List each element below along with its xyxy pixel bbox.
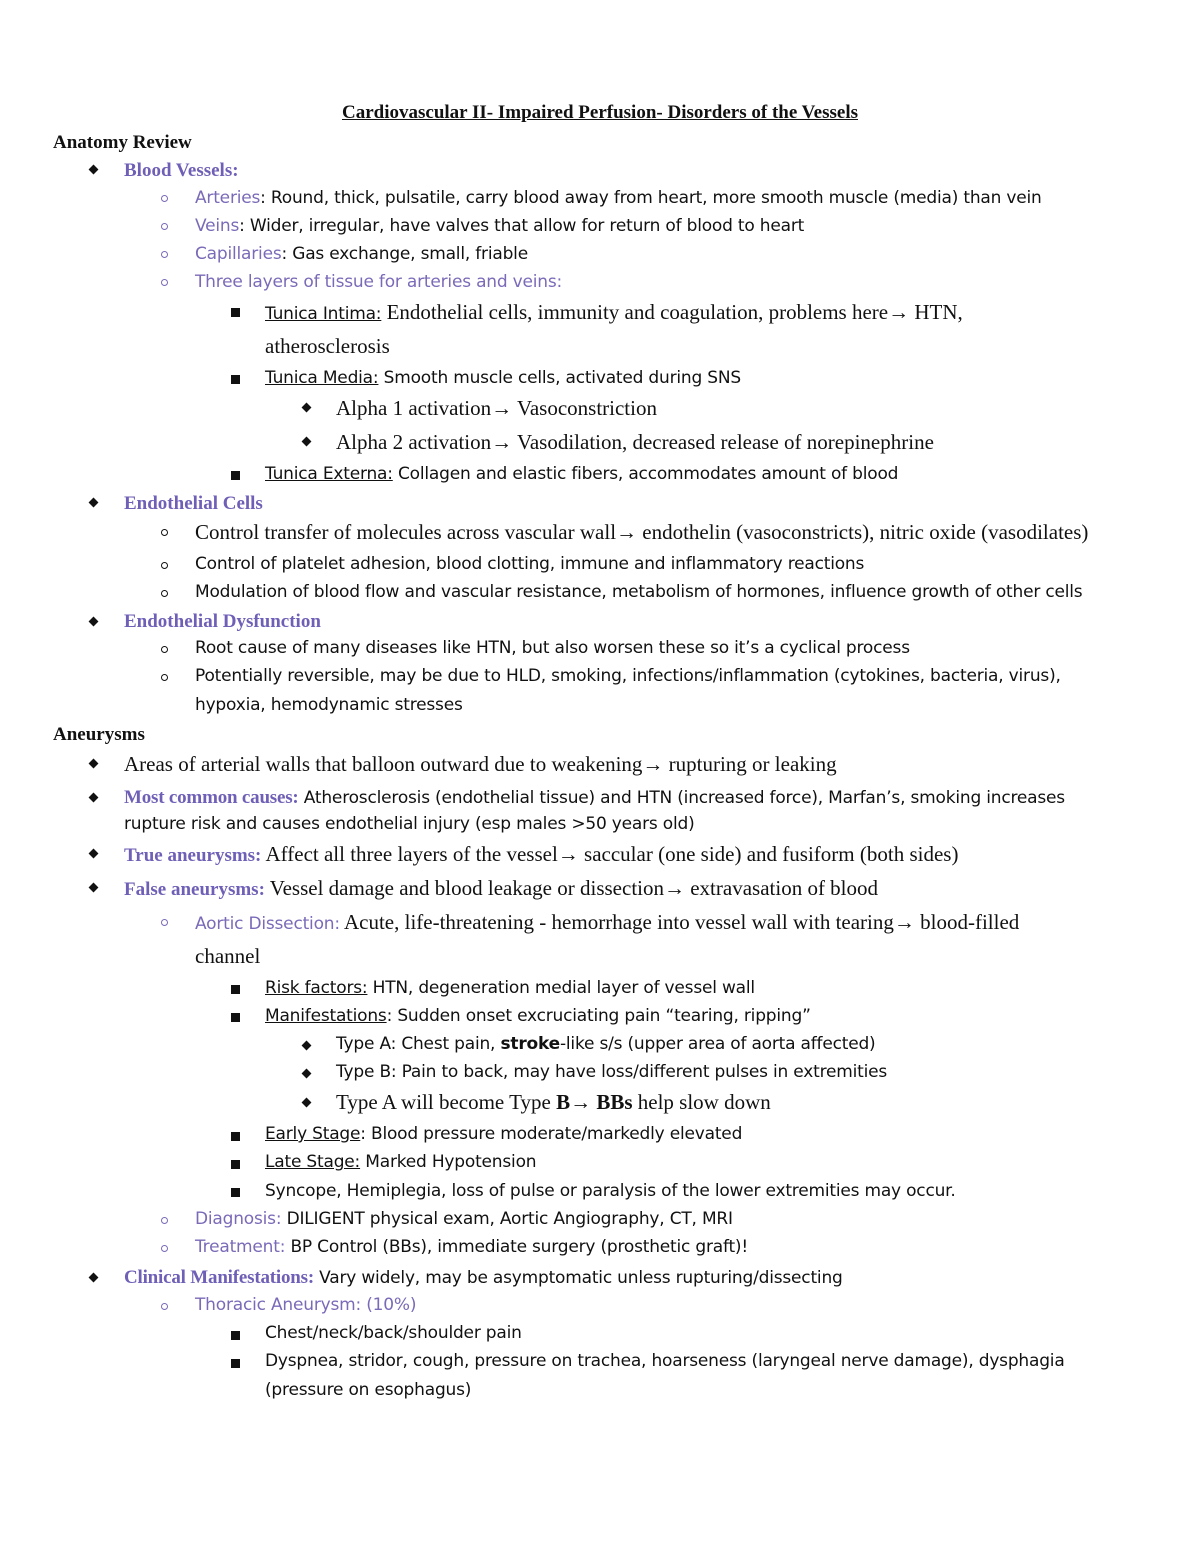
list-item: Manifestations: Sudden onset excruciating pain “tearing, ripping” (265, 1006, 811, 1026)
bullet-diamond (89, 1273, 99, 1283)
bullet-diamond (302, 1098, 312, 1108)
list-item: Veins: Wider, irregular, have valves that allow for return of blood to heart (195, 216, 805, 236)
list-item-continuation: channel (195, 944, 261, 968)
section-heading-aneurysms: Aneurysms (53, 724, 145, 745)
list-item: Tunica Intima: Endothelial cells, immunity and coagulation, problems here→ HTN, (265, 300, 963, 324)
list-item: Areas of arterial walls that balloon outward due to weakening→ rupturing or leaking (124, 752, 837, 776)
bullet-square (231, 1359, 240, 1368)
bullet-circle (161, 674, 168, 681)
list-item-continuation: hypoxia, hemodynamic stresses (195, 695, 463, 715)
list-item: Thoracic Aneurysm: (10%) (195, 1295, 417, 1315)
bullet-diamond (89, 759, 99, 769)
bullet-square (231, 1132, 240, 1141)
list-item: Endothelial Cells (124, 493, 263, 514)
list-item: Diagnosis: DILIGENT physical exam, Aortic Angiography, CT, MRI (195, 1209, 733, 1229)
list-item-continuation: (pressure on esophagus) (265, 1380, 472, 1400)
list-item: Tunica Media: Smooth muscle cells, activated during SNS (265, 368, 741, 388)
section-heading-anatomy: Anatomy Review (53, 132, 192, 153)
list-item: Alpha 1 activation→ Vasoconstriction (336, 396, 657, 420)
list-item: Type A will become Type B→ BBs help slow down (336, 1090, 771, 1114)
list-item: Tunica Externa: Collagen and elastic fibers, accommodates amount of blood (265, 464, 899, 484)
bullet-circle (161, 223, 168, 230)
bullet-circle (161, 919, 168, 926)
bullet-diamond (302, 403, 312, 413)
bullet-circle (161, 646, 168, 653)
list-item: Early Stage: Blood pressure moderate/markedly elevated (265, 1124, 743, 1144)
bullet-diamond (89, 849, 99, 859)
list-item: Risk factors: HTN, degeneration medial layer of vessel wall (265, 978, 755, 998)
bullet-diamond (89, 498, 99, 508)
bullet-square (231, 471, 240, 480)
list-item-continuation: atherosclerosis (265, 334, 390, 358)
list-item: Most common causes: Atherosclerosis (endothelial tissue) and HTN (increased force), Marfan’s, smoking increases (124, 787, 1065, 808)
bullet-circle (161, 1303, 168, 1310)
list-item: Arteries: Round, thick, pulsatile, carry blood away from heart, more smooth muscle (media) than vein (195, 188, 1042, 208)
bullet-circle (161, 195, 168, 202)
bullet-diamond (89, 617, 99, 627)
bullet-circle (161, 279, 168, 286)
list-item: Treatment: BP Control (BBs), immediate surgery (prosthetic graft)! (195, 1237, 748, 1257)
list-item: Blood Vessels: (124, 160, 239, 181)
bullet-diamond (89, 165, 99, 175)
list-item: Syncope, Hemiplegia, loss of pulse or paralysis of the lower extremities may occur. (265, 1181, 956, 1201)
bullet-square (231, 1188, 240, 1197)
list-item: Root cause of many diseases like HTN, but also worsen these so it’s a cyclical process (195, 638, 910, 658)
list-item: Alpha 2 activation→ Vasodilation, decreased release of norepinephrine (336, 430, 934, 454)
list-item: Potentially reversible, may be due to HLD, smoking, infections/inflammation (cytokines, bacteria, virus), (195, 666, 1061, 686)
bullet-circle (161, 562, 168, 569)
list-item: Control of platelet adhesion, blood clotting, immune and inflammatory reactions (195, 554, 865, 574)
bullet-circle (161, 1217, 168, 1224)
bullet-circle (161, 251, 168, 258)
bullet-diamond (302, 1069, 312, 1079)
bullet-square (231, 1160, 240, 1169)
list-item: Dyspnea, stridor, cough, pressure on trachea, hoarseness (laryngeal nerve damage), dysphagia (265, 1351, 1065, 1371)
list-item: Type B: Pain to back, may have loss/different pulses in extremities (336, 1062, 888, 1082)
bullet-square (231, 1013, 240, 1022)
list-item: Aortic Dissection: Acute, life-threatening - hemorrhage into vessel wall with tearing→ blood-filled (195, 910, 1020, 934)
list-item: Three layers of tissue for arteries and veins: (195, 272, 563, 292)
document-title: Cardiovascular II- Impaired Perfusion- Disorders of the Vessels (342, 102, 858, 123)
list-item: Chest/neck/back/shoulder pain (265, 1323, 522, 1343)
bullet-square (231, 375, 240, 384)
bullet-circle (161, 529, 168, 536)
list-item: Type A: Chest pain, stroke-like s/s (upper area of aorta affected) (336, 1034, 876, 1054)
list-item: Late Stage: Marked Hypotension (265, 1152, 537, 1172)
bullet-diamond (302, 437, 312, 447)
bullet-circle (161, 1245, 168, 1252)
list-item: Clinical Manifestations: Vary widely, may be asymptomatic unless rupturing/dissecting (124, 1267, 843, 1288)
list-item: Control transfer of molecules across vascular wall→ endothelin (vasoconstricts), nitric oxide (vasodilates) (195, 520, 1089, 544)
list-item: Modulation of blood flow and vascular resistance, metabolism of hormones, influence growth of other cells (195, 582, 1083, 602)
bullet-circle (161, 590, 168, 597)
list-item: False aneurysms: Vessel damage and blood leakage or dissection→ extravasation of blood (124, 876, 879, 900)
bullet-diamond (89, 793, 99, 803)
list-item-continuation: rupture risk and causes endothelial injury (esp males >50 years old) (124, 814, 695, 834)
bullet-square (231, 1331, 240, 1340)
list-item: Capillaries: Gas exchange, small, friable (195, 244, 528, 264)
bullet-square (231, 985, 240, 994)
list-item: Endothelial Dysfunction (124, 611, 321, 632)
bullet-square (231, 308, 240, 317)
list-item: True aneurysms: Affect all three layers of the vessel→ saccular (one side) and fusiform (both sides) (124, 842, 959, 866)
bullet-diamond (89, 883, 99, 893)
bullet-diamond (302, 1041, 312, 1051)
